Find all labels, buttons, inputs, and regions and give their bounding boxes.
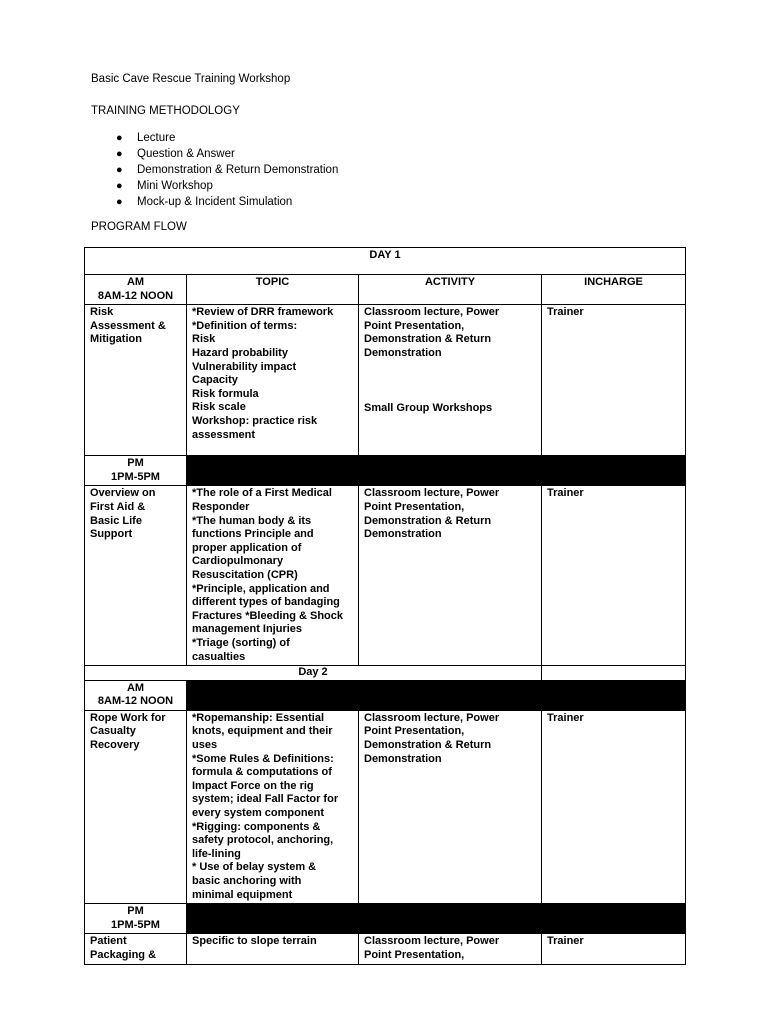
activity-header: ACTIVITY bbox=[359, 275, 542, 305]
empty-cell bbox=[542, 666, 686, 681]
table-row bbox=[85, 248, 686, 275]
bullet-icon: ● bbox=[116, 132, 123, 144]
bullet-icon: ● bbox=[116, 180, 123, 192]
session-cell: Rope Work for Casualty Recovery bbox=[85, 710, 187, 903]
activity-cell bbox=[359, 305, 542, 456]
table-row bbox=[85, 456, 686, 486]
table-row bbox=[85, 666, 686, 681]
topic-cell: *Ropemanship: Essential knots, equipment and their uses *Some Rules & Definitions: formula & computations of Impact Force on the rig system; ideal Fall Factor for every system component *Rigging: components & safety protocol, anchoring, life-lining * Use of belay system & basic anchoring with minimal equipment bbox=[187, 710, 359, 903]
table-row bbox=[85, 934, 686, 965]
activity-extra: Small Group Workshops bbox=[364, 401, 493, 414]
methodology-list bbox=[100, 130, 338, 210]
list-item-label: Mini Workshop bbox=[137, 180, 213, 192]
list-item bbox=[100, 146, 338, 162]
list-item-label: Lecture bbox=[137, 132, 176, 144]
list-item bbox=[100, 194, 338, 210]
table-header-row bbox=[85, 275, 686, 305]
activity-cell: Classroom lecture, Power Point Presentation, bbox=[359, 934, 542, 965]
table-row bbox=[85, 904, 686, 934]
list-item-label: Mock-up & Incident Simulation bbox=[137, 196, 293, 208]
bullet-icon: ● bbox=[116, 196, 123, 208]
incharge-cell: Trainer bbox=[542, 710, 686, 903]
table-row bbox=[85, 710, 686, 903]
topic-header: TOPIC bbox=[187, 275, 359, 305]
methodology-heading: TRAINING METHODOLOGY bbox=[91, 105, 240, 117]
program-flow-table bbox=[84, 247, 686, 965]
list-item bbox=[100, 130, 338, 146]
list-item-label: Demonstration & Return Demonstration bbox=[137, 164, 339, 176]
incharge-header: INCHARGE bbox=[542, 275, 686, 305]
topic-cell: Specific to slope terrain bbox=[187, 934, 359, 965]
bullet-icon: ● bbox=[116, 148, 123, 160]
incharge-cell: Trainer bbox=[542, 486, 686, 666]
black-band bbox=[187, 904, 686, 934]
list-item-label: Question & Answer bbox=[137, 148, 235, 160]
bullet-icon: ● bbox=[116, 164, 123, 176]
document-title: Basic Cave Rescue Training Workshop bbox=[91, 73, 291, 85]
activity-cell: Classroom lecture, Power Point Presentation, Demonstration & Return Demonstration bbox=[359, 486, 542, 666]
pm-time-label: PM 1PM-5PM bbox=[85, 904, 187, 934]
table-row bbox=[85, 680, 686, 710]
day1-header: DAY 1 bbox=[85, 248, 686, 275]
session-cell: Risk Assessment & Mitigation bbox=[85, 305, 187, 456]
incharge-cell: Trainer bbox=[542, 305, 686, 456]
activity-text: Classroom lecture, Power Point Presentation, Demonstration & Return Demonstration bbox=[364, 306, 500, 359]
session-cell: Patient Packaging & bbox=[85, 934, 187, 965]
incharge-cell: Trainer bbox=[542, 934, 686, 965]
session-cell: Overview on First Aid & Basic Life Support bbox=[85, 486, 187, 666]
pm-time-label: PM 1PM-5PM bbox=[85, 456, 187, 486]
list-item bbox=[100, 178, 338, 194]
topic-cell: *The role of a First Medical Responder *The human body & its functions Principle and proper application of Cardiopulmonary Resuscitation (CPR) *Principle, application and different types of bandaging Fractures *Bleeding & Shock management Injuries *Triage (sorting) of casualties bbox=[187, 486, 359, 666]
am-time-label: AM 8AM-12 NOON bbox=[85, 680, 187, 710]
am-header: AM 8AM-12 NOON bbox=[85, 275, 187, 305]
list-item bbox=[100, 162, 338, 178]
program-flow-heading: PROGRAM FLOW bbox=[91, 221, 187, 233]
topic-cell: *Review of DRR framework *Definition of terms: Risk Hazard probability Vulnerability impact Capacity Risk formula Risk scale Workshop: practice risk assessment bbox=[187, 305, 359, 456]
table-row bbox=[85, 305, 686, 456]
table-row bbox=[85, 486, 686, 666]
black-band bbox=[187, 456, 686, 486]
activity-cell: Classroom lecture, Power Point Presentation, Demonstration & Return Demonstration bbox=[359, 710, 542, 903]
black-band bbox=[187, 680, 686, 710]
day2-header: Day 2 bbox=[85, 666, 542, 681]
